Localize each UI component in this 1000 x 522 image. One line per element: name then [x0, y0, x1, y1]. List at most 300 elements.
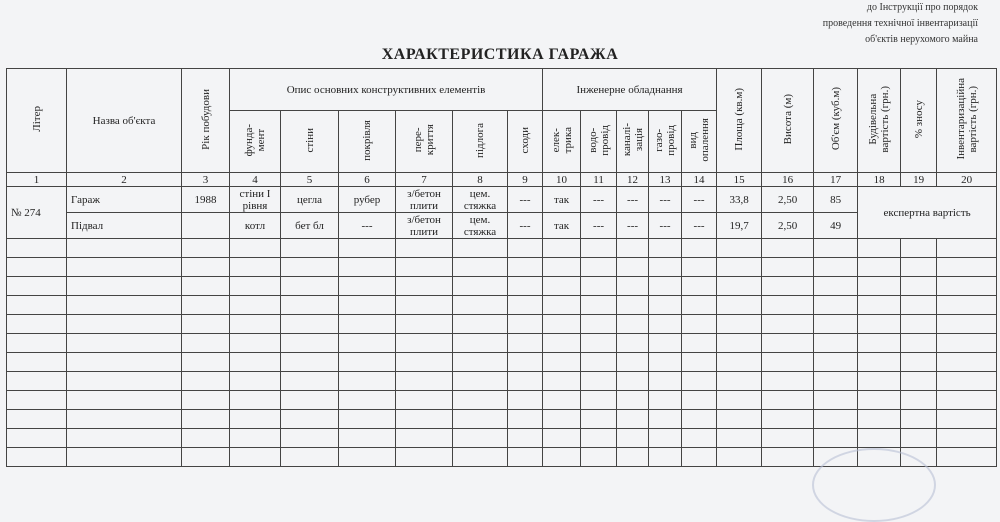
blank-cell — [682, 296, 717, 315]
blank-cell — [762, 410, 814, 429]
blank-cell — [508, 410, 543, 429]
blank-cell — [762, 258, 814, 277]
blank-cell — [230, 448, 281, 467]
blank-cell — [617, 277, 649, 296]
blank-cell — [762, 239, 814, 258]
blank-cell — [901, 353, 937, 372]
blank-cell — [508, 258, 543, 277]
blank-cell — [617, 410, 649, 429]
blank-row — [7, 410, 997, 429]
blank-cell — [7, 334, 67, 353]
blank-cell — [543, 372, 581, 391]
blank-cell — [814, 315, 858, 334]
blank-cell — [396, 410, 453, 429]
blank-cell — [717, 391, 762, 410]
blank-cell — [7, 391, 67, 410]
blank-cell — [7, 410, 67, 429]
blank-cell — [182, 353, 230, 372]
blank-cell — [67, 258, 182, 277]
blank-cell — [649, 334, 682, 353]
cell-walls: цегла — [281, 187, 339, 213]
blank-cell — [230, 315, 281, 334]
blank-cell — [937, 429, 997, 448]
blank-cell — [581, 372, 617, 391]
blank-cell — [339, 239, 396, 258]
cell-floor-slab: з/бетон плити — [396, 213, 453, 239]
blank-cell — [814, 372, 858, 391]
blank-cell — [396, 372, 453, 391]
blank-cell — [581, 429, 617, 448]
blank-cell — [67, 239, 182, 258]
cell-area: 33,8 — [717, 187, 762, 213]
header-water: водо- провід — [581, 111, 617, 173]
cell-gas: --- — [649, 213, 682, 239]
header-inventory-cost: Інвентаризаційна вартість (грн.) — [937, 69, 997, 173]
blank-cell — [649, 448, 682, 467]
cell-electricity: так — [543, 213, 581, 239]
blank-rows — [7, 239, 997, 467]
blank-cell — [508, 353, 543, 372]
blank-cell — [717, 296, 762, 315]
blank-cell — [396, 239, 453, 258]
blank-cell — [581, 277, 617, 296]
blank-cell — [617, 334, 649, 353]
blank-cell — [453, 334, 508, 353]
header-height: Висота (м) — [762, 69, 814, 173]
blank-cell — [858, 258, 901, 277]
blank-cell — [581, 334, 617, 353]
blank-cell — [762, 315, 814, 334]
header-stairs: сходи — [508, 111, 543, 173]
blank-cell — [858, 391, 901, 410]
blank-cell — [67, 334, 182, 353]
cell-height: 2,50 — [762, 213, 814, 239]
blank-cell — [7, 239, 67, 258]
header-wear: % зносу — [901, 69, 937, 173]
blank-cell — [396, 448, 453, 467]
header-walls: стіни — [281, 111, 339, 173]
blank-cell — [717, 410, 762, 429]
blank-cell — [901, 372, 937, 391]
blank-cell — [508, 296, 543, 315]
blank-cell — [717, 372, 762, 391]
blank-cell — [230, 296, 281, 315]
blank-cell — [453, 410, 508, 429]
blank-row — [7, 315, 997, 334]
blank-cell — [649, 277, 682, 296]
blank-cell — [339, 315, 396, 334]
blank-cell — [182, 296, 230, 315]
blank-cell — [182, 315, 230, 334]
header-foundation: фунда- мент — [230, 111, 281, 173]
blank-cell — [230, 372, 281, 391]
blank-row — [7, 296, 997, 315]
blank-cell — [937, 239, 997, 258]
blank-cell — [396, 258, 453, 277]
blank-cell — [649, 296, 682, 315]
blank-cell — [717, 239, 762, 258]
blank-cell — [858, 353, 901, 372]
blank-cell — [543, 334, 581, 353]
cell-walls: бет бл — [281, 213, 339, 239]
blank-cell — [814, 239, 858, 258]
blank-cell — [762, 391, 814, 410]
blank-cell — [682, 239, 717, 258]
blank-cell — [682, 315, 717, 334]
blank-cell — [453, 239, 508, 258]
blank-cell — [230, 277, 281, 296]
blank-cell — [339, 391, 396, 410]
header-liter: Літер — [7, 69, 67, 173]
blank-cell — [339, 429, 396, 448]
blank-cell — [617, 239, 649, 258]
valuation-note: експертна вартість — [858, 187, 997, 239]
blank-cell — [858, 429, 901, 448]
blank-cell — [649, 429, 682, 448]
blank-cell — [901, 239, 937, 258]
blank-cell — [581, 296, 617, 315]
blank-cell — [814, 334, 858, 353]
blank-cell — [617, 296, 649, 315]
blank-cell — [937, 372, 997, 391]
cell-electricity: так — [543, 187, 581, 213]
blank-cell — [617, 353, 649, 372]
blank-cell — [717, 315, 762, 334]
blank-cell — [858, 410, 901, 429]
blank-cell — [717, 277, 762, 296]
cell-roof: рубер — [339, 187, 396, 213]
blank-cell — [281, 296, 339, 315]
blank-cell — [858, 277, 901, 296]
blank-cell — [649, 239, 682, 258]
blank-cell — [508, 239, 543, 258]
blank-cell — [7, 258, 67, 277]
blank-row — [7, 258, 997, 277]
cell-sewer: --- — [617, 213, 649, 239]
blank-cell — [508, 429, 543, 448]
blank-cell — [7, 277, 67, 296]
header-area: Площа (кв.м) — [717, 69, 762, 173]
cell-sewer: --- — [617, 187, 649, 213]
blank-cell — [682, 372, 717, 391]
blank-cell — [67, 353, 182, 372]
blank-cell — [649, 391, 682, 410]
blank-cell — [543, 296, 581, 315]
blank-cell — [901, 296, 937, 315]
blank-cell — [281, 410, 339, 429]
cell-name: Гараж — [67, 187, 182, 213]
blank-cell — [814, 296, 858, 315]
blank-cell — [396, 334, 453, 353]
blank-cell — [339, 372, 396, 391]
cell-gas: --- — [649, 187, 682, 213]
blank-cell — [182, 258, 230, 277]
blank-cell — [339, 296, 396, 315]
cell-roof: --- — [339, 213, 396, 239]
header-heating: вид опалення — [682, 111, 717, 173]
header-build-cost: Будівельна вартість (грн.) — [858, 69, 901, 173]
blank-cell — [814, 410, 858, 429]
blank-cell — [230, 410, 281, 429]
header-electricity: елек- трика — [543, 111, 581, 173]
header-sewer: каналі- зація — [617, 111, 649, 173]
blank-cell — [67, 429, 182, 448]
blank-cell — [182, 277, 230, 296]
blank-cell — [649, 372, 682, 391]
header-engineering-group: Інженерне обладнання — [543, 69, 717, 111]
blank-cell — [581, 353, 617, 372]
blank-cell — [453, 258, 508, 277]
blank-cell — [7, 372, 67, 391]
stamp-mark — [812, 448, 936, 522]
blank-cell — [937, 277, 997, 296]
blank-cell — [937, 296, 997, 315]
blank-cell — [396, 315, 453, 334]
blank-cell — [7, 315, 67, 334]
header-construct-group: Опис основних конструктивних елементів — [230, 69, 543, 111]
cell-foundation: стіни І рівня — [230, 187, 281, 213]
blank-row — [7, 334, 997, 353]
blank-cell — [682, 391, 717, 410]
blank-cell — [649, 410, 682, 429]
blank-cell — [617, 315, 649, 334]
blank-cell — [901, 315, 937, 334]
blank-cell — [543, 391, 581, 410]
blank-cell — [453, 429, 508, 448]
blank-cell — [937, 315, 997, 334]
cell-height: 2,50 — [762, 187, 814, 213]
blank-cell — [543, 410, 581, 429]
blank-cell — [717, 334, 762, 353]
blank-cell — [937, 258, 997, 277]
blank-cell — [67, 277, 182, 296]
blank-cell — [230, 353, 281, 372]
cell-name: Підвал — [67, 213, 182, 239]
page-title: ХАРАКТЕРИСТИКА ГАРАЖА — [381, 46, 619, 63]
blank-cell — [339, 334, 396, 353]
header-note-line: об'єктів нерухомого майна — [865, 34, 978, 45]
blank-cell — [7, 353, 67, 372]
cell-stairs: --- — [508, 213, 543, 239]
blank-cell — [543, 277, 581, 296]
blank-cell — [617, 448, 649, 467]
blank-cell — [7, 429, 67, 448]
blank-cell — [901, 410, 937, 429]
blank-cell — [717, 353, 762, 372]
blank-cell — [339, 277, 396, 296]
blank-cell — [858, 239, 901, 258]
blank-cell — [649, 353, 682, 372]
blank-cell — [339, 258, 396, 277]
header-year: Рік побудови — [182, 69, 230, 173]
blank-cell — [339, 448, 396, 467]
cell-year: 1988 — [182, 187, 230, 213]
blank-cell — [230, 391, 281, 410]
blank-cell — [230, 334, 281, 353]
cell-water: --- — [581, 187, 617, 213]
blank-cell — [617, 391, 649, 410]
blank-cell — [581, 258, 617, 277]
blank-row — [7, 429, 997, 448]
blank-cell — [453, 448, 508, 467]
blank-cell — [717, 429, 762, 448]
blank-cell — [453, 277, 508, 296]
blank-cell — [230, 429, 281, 448]
column-number-row: 1 2 3 4 5 6 7 8 9 10 11 12 13 14 15 16 17 18 19 20 — [7, 173, 997, 187]
blank-cell — [901, 258, 937, 277]
blank-cell — [762, 277, 814, 296]
blank-cell — [762, 448, 814, 467]
blank-cell — [230, 239, 281, 258]
blank-cell — [67, 372, 182, 391]
blank-cell — [508, 334, 543, 353]
blank-cell — [230, 258, 281, 277]
cell-heating: --- — [682, 187, 717, 213]
blank-cell — [717, 258, 762, 277]
blank-cell — [543, 353, 581, 372]
blank-cell — [281, 448, 339, 467]
blank-cell — [814, 277, 858, 296]
blank-cell — [901, 429, 937, 448]
blank-cell — [682, 277, 717, 296]
blank-cell — [581, 448, 617, 467]
blank-cell — [762, 334, 814, 353]
blank-cell — [901, 391, 937, 410]
blank-cell — [682, 353, 717, 372]
blank-cell — [762, 296, 814, 315]
garage-characteristics-table — [6, 68, 996, 488]
blank-cell — [543, 258, 581, 277]
blank-row — [7, 391, 997, 410]
blank-cell — [814, 258, 858, 277]
blank-cell — [281, 372, 339, 391]
blank-cell — [182, 334, 230, 353]
blank-cell — [762, 372, 814, 391]
header-volume: Об'єм (куб.м) — [814, 69, 858, 173]
blank-cell — [339, 353, 396, 372]
blank-row — [7, 353, 997, 372]
cell-volume: 85 — [814, 187, 858, 213]
blank-cell — [937, 410, 997, 429]
blank-cell — [682, 258, 717, 277]
blank-cell — [281, 353, 339, 372]
cell-floor: цем. стяжка — [453, 187, 508, 213]
blank-cell — [7, 296, 67, 315]
header-note — [823, 0, 978, 48]
cell-year — [182, 213, 230, 239]
blank-cell — [67, 296, 182, 315]
cell-floor-slab: з/бетон плити — [396, 187, 453, 213]
blank-cell — [182, 239, 230, 258]
blank-cell — [453, 353, 508, 372]
blank-cell — [901, 334, 937, 353]
table-row — [7, 187, 997, 213]
blank-cell — [858, 315, 901, 334]
cell-area: 19,7 — [717, 213, 762, 239]
blank-cell — [508, 372, 543, 391]
header-note-line: проведення технічної інвентаризації — [822, 18, 978, 29]
blank-cell — [814, 429, 858, 448]
blank-cell — [182, 410, 230, 429]
cell-floor: цем. стяжка — [453, 213, 508, 239]
blank-cell — [396, 353, 453, 372]
header-floor-slab: пере- криття — [396, 111, 453, 173]
blank-cell — [7, 448, 67, 467]
blank-cell — [281, 277, 339, 296]
cell-volume: 49 — [814, 213, 858, 239]
blank-cell — [682, 410, 717, 429]
blank-cell — [182, 429, 230, 448]
blank-cell — [182, 448, 230, 467]
cell-water: --- — [581, 213, 617, 239]
header-floor: підлога — [453, 111, 508, 173]
blank-cell — [396, 296, 453, 315]
cell-foundation: котл — [230, 213, 281, 239]
blank-cell — [581, 410, 617, 429]
blank-cell — [281, 239, 339, 258]
header-gas: газо- провід — [649, 111, 682, 173]
blank-cell — [453, 372, 508, 391]
header-name: Назва об'єкта — [67, 69, 182, 173]
blank-cell — [396, 391, 453, 410]
blank-cell — [281, 429, 339, 448]
cell-stairs: --- — [508, 187, 543, 213]
blank-cell — [396, 429, 453, 448]
blank-cell — [937, 448, 997, 467]
blank-cell — [281, 315, 339, 334]
blank-cell — [543, 448, 581, 467]
blank-cell — [649, 258, 682, 277]
blank-cell — [67, 448, 182, 467]
header-roof: покрівля — [339, 111, 396, 173]
blank-cell — [937, 391, 997, 410]
blank-cell — [281, 391, 339, 410]
blank-cell — [581, 239, 617, 258]
blank-cell — [717, 448, 762, 467]
blank-cell — [339, 410, 396, 429]
blank-row — [7, 277, 997, 296]
blank-cell — [617, 372, 649, 391]
blank-cell — [858, 334, 901, 353]
blank-cell — [67, 391, 182, 410]
blank-row — [7, 372, 997, 391]
blank-cell — [617, 258, 649, 277]
blank-cell — [67, 410, 182, 429]
blank-cell — [453, 296, 508, 315]
blank-cell — [858, 296, 901, 315]
blank-cell — [281, 334, 339, 353]
blank-cell — [396, 277, 453, 296]
blank-cell — [508, 391, 543, 410]
blank-cell — [858, 372, 901, 391]
blank-cell — [762, 429, 814, 448]
blank-cell — [581, 315, 617, 334]
blank-cell — [814, 391, 858, 410]
blank-cell — [543, 239, 581, 258]
blank-cell — [67, 315, 182, 334]
blank-cell — [649, 315, 682, 334]
blank-cell — [543, 315, 581, 334]
blank-cell — [762, 353, 814, 372]
header-note-line: до Інструкції про порядок — [866, 2, 978, 13]
blank-cell — [617, 429, 649, 448]
blank-cell — [937, 353, 997, 372]
blank-cell — [182, 391, 230, 410]
blank-cell — [453, 391, 508, 410]
cell-heating: --- — [682, 213, 717, 239]
blank-cell — [508, 277, 543, 296]
blank-cell — [682, 429, 717, 448]
